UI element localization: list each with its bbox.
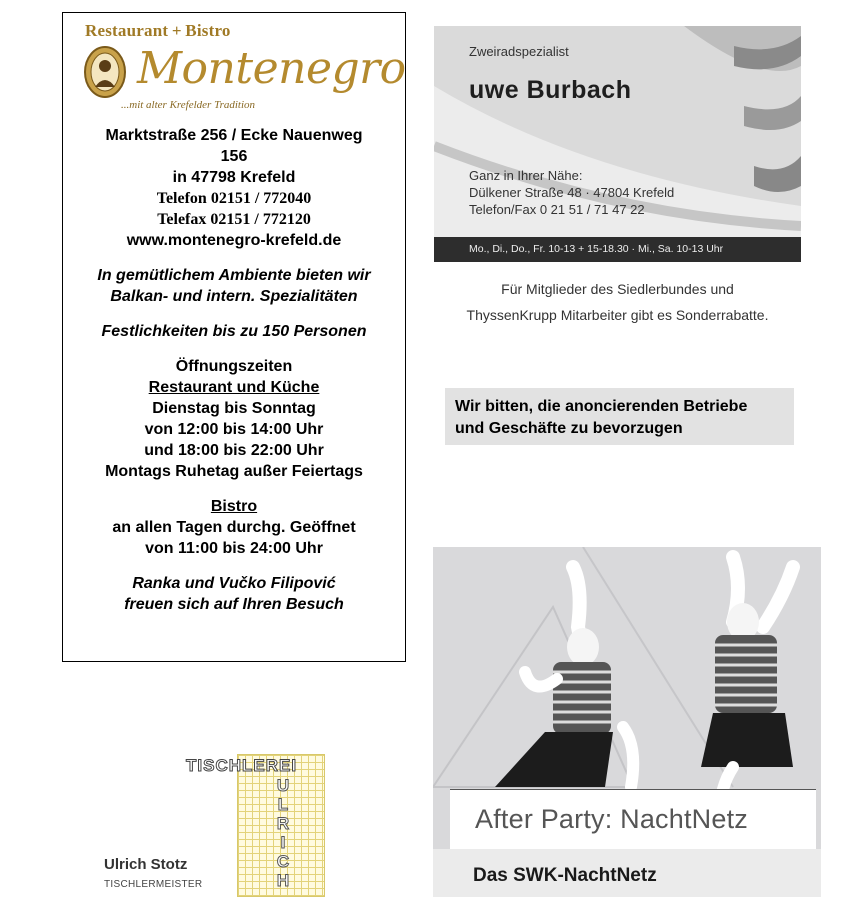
discount-line1: Für Mitglieder des Siedlerbundes und [501,281,734,297]
montenegro-logo-name: Montenegro [137,43,406,94]
restaurant-days: Dienstag bis Sonntag [152,400,316,417]
burbach-swoosh-graphic [434,26,801,262]
burbach-address: Dülkener Straße 48 · 47804 Krefeld [469,185,675,200]
hosts: Ranka und Vučko Filipović [132,575,336,592]
burbach-name: uwe Burbach [469,76,632,104]
burbach-ad [434,26,801,262]
after-party-title: After Party: NachtNetz [475,804,748,834]
ambience-line2: Balkan- und intern. Spezialitäten [110,288,358,305]
burbach-phone: Telefon/Fax 0 21 51 / 71 47 22 [469,202,645,217]
restaurant-heading: Restaurant und Küche [148,379,320,396]
welcome: freuen sich auf Ihren Besuch [124,596,344,613]
fax: Telefax 02151 / 772120 [157,211,311,228]
vertical-letter: L [277,795,289,814]
vertical-letter: C [276,852,290,871]
montenegro-logo-header [63,13,405,123]
address-line2: 156 [220,148,248,165]
vertical-letter: R [276,814,290,833]
montenegro-tagline: ...mit alter Krefelder Tradition [121,99,256,111]
burbach-near-label: Ganz in Ihrer Nähe: [469,168,583,183]
after-party-caption [450,789,816,850]
burbach-contact [469,167,674,218]
montenegro-details [63,125,405,615]
tischlerei-title: TISCHLEREI [186,756,298,775]
tischlerei-owner: Ulrich Stotz [104,856,188,873]
burbach-specialist: Zweiradspezialist [469,44,569,59]
phone: Telefon 02151 / 772040 [156,190,312,207]
burbach-discount-note [434,276,801,328]
tischlerei-vertical-name [271,776,295,890]
vertical-letter: U [276,776,290,795]
notice-box [445,388,794,445]
after-party-subtitle: Das SWK-NachtNetz [473,865,657,886]
tischlerei-ad [100,752,330,897]
montenegro-header-top: Restaurant + Bistro [85,21,231,40]
vertical-letter: I [280,833,286,852]
bistro-heading: Bistro [210,498,258,515]
address-line1: Marktstraße 256 / Ecke Nauenweg [105,127,363,144]
ambience-line1: In gemütlichem Ambiente bieten wir [97,267,371,284]
website-link: www.montenegro-krefeld.de [126,232,342,249]
burbach-hours-bar: Mo., Di., Do., Fr. 10-13 + 15-18.30 · Mi., Sa. 10-13 Uhr [434,237,801,262]
after-party-ad [433,547,821,897]
bistro-days: an allen Tagen durchg. Geöffnet [112,519,356,536]
tischlerei-role: TISCHLERMEISTER [104,879,203,890]
bistro-time: von 11:00 bis 24:00 Uhr [145,540,323,557]
restaurant-time2: und 18:00 bis 22:00 Uhr [144,442,324,459]
discount-line2: ThyssenKrupp Mitarbeiter gibt es Sonderrabatte. [466,307,769,323]
notice-line1: Wir bitten, die anoncierenden Betriebe [455,398,748,415]
events-line: Festlichkeiten bis zu 150 Personen [101,323,367,340]
montenegro-ad [62,12,406,662]
restaurant-time1: von 12:00 bis 14:00 Uhr [144,421,324,438]
after-party-footer [433,849,821,897]
restaurant-closed: Montags Ruhetag außer Feiertags [105,463,363,480]
vertical-letter: H [276,871,290,890]
city: in 47798 Krefeld [172,169,296,186]
notice-line2: und Geschäfte zu bevorzugen [455,420,683,437]
hours-title: Öffnungszeiten [175,358,293,375]
portrait-seal-icon [83,45,127,99]
